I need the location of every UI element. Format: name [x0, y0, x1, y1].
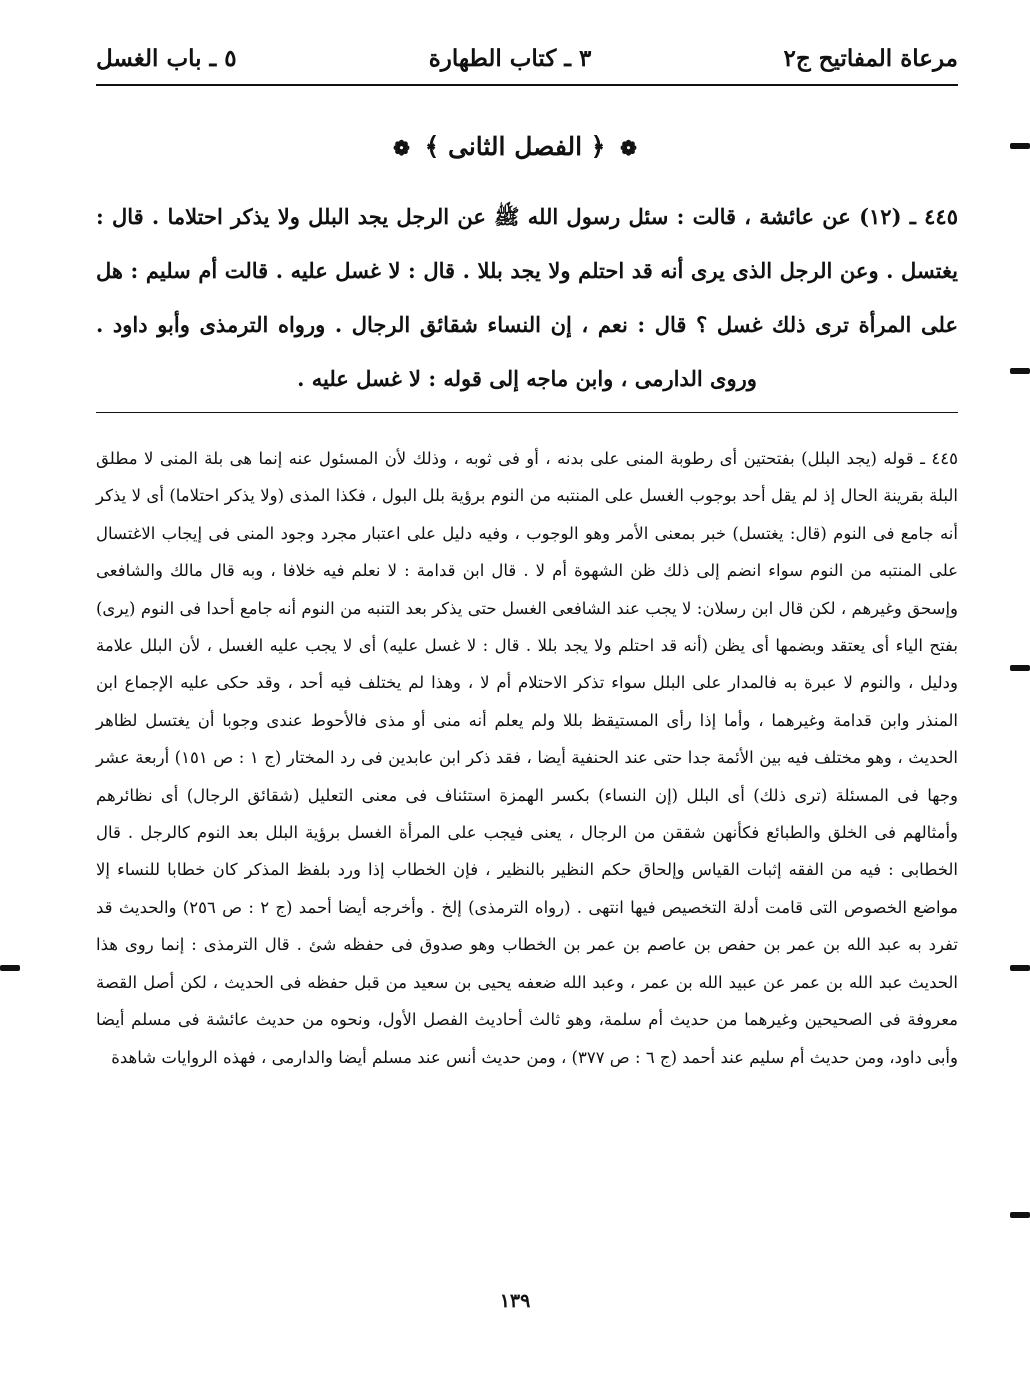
- ornament-left-icon: ❁: [393, 136, 410, 160]
- section-title-text: ﴿ الفصل الثانى ﴾: [424, 132, 606, 161]
- page-number: ١٣٩: [499, 1290, 531, 1312]
- header-rule: [96, 84, 958, 86]
- hadith-body: عن عائشة ، قالت : سئل رسول الله ﷺ عن الرجل يجد البلل ولا يذكر احتلاما . قال : يغتسل . وعن الرجل الذى يرى أنه قد احتلم ولا يجد بللا . قال : لا غسل عليه . قالت أم سليم : هل على المرأة ترى ذلك غسل ؟ قال : نعم ، إن النساء شقائق الرجال . ورواه الترمذى وأبو داود . وروى الدارمى ، وابن ماجه إلى قوله : لا غسل عليه .: [96, 204, 958, 391]
- separator-rule: [96, 412, 958, 413]
- header-book-title: مرعاة المفاتيح ج٢: [783, 44, 958, 72]
- hadith-number: ٤٤٥ ـ (١٢): [859, 204, 958, 229]
- margin-mark: [0, 965, 20, 971]
- commentary-paragraph: ٤٤٥ ـ قوله (يجد البلل) بفتحتين أى رطوبة المنى على بدنه ، أو فى ثوبه ، وذلك لأن المسئول عنه إنما هى بلة المنى لا مطلق البلة بقرينة الحال إذ لم يقل أحد بوجوب الغسل على المنتبه من النوم برؤية بلل البول ، فكذا المذى (ولا يذكر احتلاما) أى لا يذكر أنه جامع فى النوم (قال: يغتسل) خبر بمعنى الأمر وهو الوجوب ، وفيه دليل على اعتبار مجرد وجود المنى فى إيجاب الاغتسال على المنتبه من النوم سواء انضم إلى ذلك ظن الشهوة أم لا . قال ابن قدامة : لا نعلم فيه خلافا ، وبه قال مالك والشافعى وإسحق وغيرهم ، لكن قال ابن رسلان: لا يجب عند الشافعى الغسل حتى يذكر بعد التنبه من النوم أنه جامع أحدا فى النوم (يرى) بفتح الياء أى يعتقد وبضمها أى يظن (أنه قد احتلم ولا يجد بللا . قال : لا غسل عليه) أى لا يجب عليه الغسل ، لأن البلل علامة ودليل ، والنوم لا عبرة به فالمدار على البلل سواء تذكر الاحتلام أم لا ، وهذا لم يختلف فيه أحد ، وقد حكى عليه الإجماع ابن المنذر وابن قدامة وغيرهما ، وأما إذا رأى المستيقظ بللا ولم يعلم أنه منى أو مذى فالأحوط عندى وجوبا أن يغتسل لظاهر الحديث ، وهو مختلف فيه بين الأئمة جدا حتى عند الحنفية أيضا ، فقد ذكر ابن عابدين فى رد المختار (ج ١ : ص ١٥١) أربعة عشر وجها فى المسئلة (ترى ذلك) أى البلل (إن النساء) بكسر الهمزة استئناف فى معنى التعليل (شقائق الرجال) أى نظائرهم وأمثالهم فى الخلق والطبائع فكأنهن شققن من الرجال ، يعنى فيجب على المرأة الغسل برؤية البلل بعد النوم كالرجل . قال الخطابى : فيه من الفقه إثبات القياس وإلحاق حكم النظير بالنظير ، فإن الخطاب إذا ورد بلفظ المذكر كان خطابا للنساء إلا مواضع الخصوص التى قامت أدلة التخصيص فيها انتهى . (رواه الترمذى) إلخ . وأخرجه أيضا أحمد (ج ٢ : ص ٢٥٦) والحديث قد تفرد به عبد الله بن عمر بن حفص بن عاصم بن عمر بن الخطاب وهو صدوق فى حفظه شئ . قال الترمذى : إنما روى هذا الحديث عبد الله بن عمر عن عبيد الله بن عمر ، وعبد الله ضعفه يحيى بن سعيد من قبل حفظه فى الحديث ، لكن أصل القصة معروفة فى الصحيحين وغيرهما من حديث أم سلمة، وهو ثالث أحاديث الفصل الأول، ونحوه من حديث عائشة فى مسلم أيضا وأبى داود، ومن حديث أم سليم عند أحمد (ج ٦ : ص ٣٧٧) ، ومن حديث أنس عند مسلم أيضا والدارمى ، فهذه الروايات شاهدة: [96, 449, 958, 1067]
- commentary-block: [96, 440, 958, 1076]
- header-section: ٥ ـ باب الغسل: [96, 44, 237, 72]
- margin-mark: [1010, 143, 1030, 149]
- margin-mark: [1010, 368, 1030, 374]
- hadith-text-block: [96, 190, 958, 406]
- margin-mark: [1010, 965, 1030, 971]
- margin-mark: [1010, 1212, 1030, 1218]
- ornament-right-icon: ❁: [620, 136, 637, 160]
- section-title: [0, 120, 1030, 175]
- margin-mark: [1010, 665, 1030, 671]
- header-chapter: ٣ ـ كتاب الطهارة: [428, 44, 592, 72]
- running-header: [96, 40, 958, 76]
